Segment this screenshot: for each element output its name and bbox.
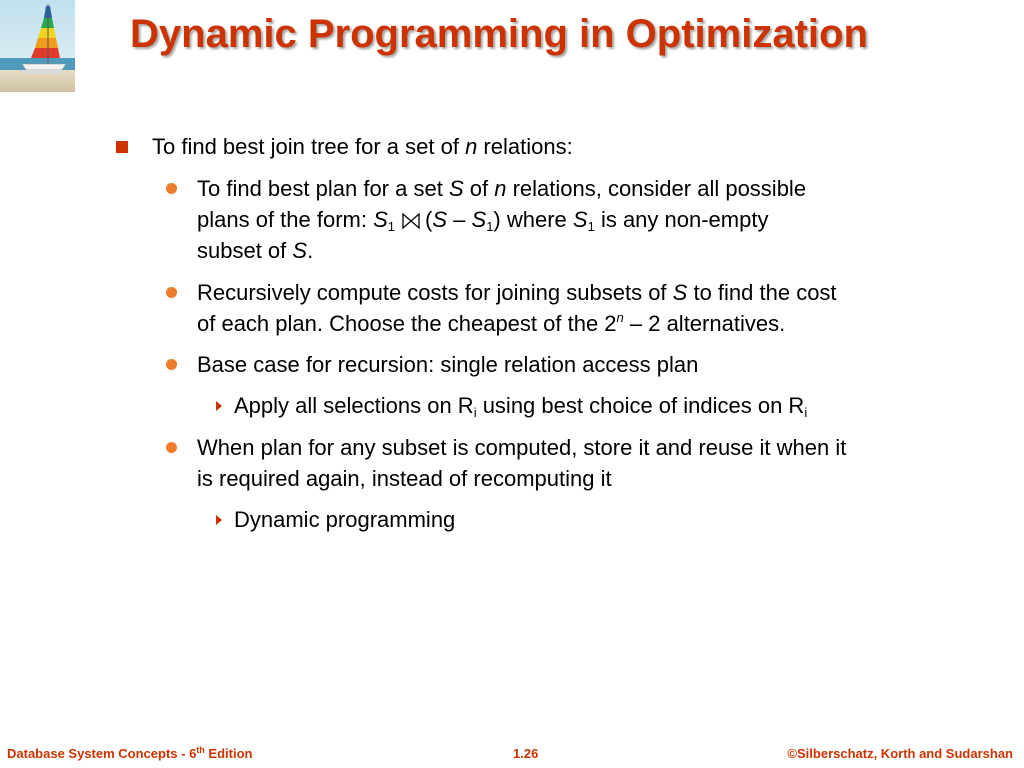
text: using best choice of indices on R [476,393,805,418]
footer-text: Edition [204,746,253,761]
text: relations: [477,134,573,159]
bullet-level2 [197,173,806,204]
bullet-level3 [234,504,455,535]
square-bullet-icon [116,141,128,153]
footer-superscript: th [196,745,205,755]
text: where [500,207,573,232]
text: – 2 alternatives. [623,311,786,336]
bullet-level2-cont [197,235,313,266]
bullet-level2 [197,432,846,463]
copyright-notice: ©Silberschatz, Korth and Sudarshan [787,746,1013,761]
dot-bullet-icon [166,359,177,370]
bullet-level2-cont [197,204,768,238]
bullet-level2-cont [197,308,785,339]
var-S: S [672,280,688,305]
page-number: 1.26 [513,746,539,761]
text: – [447,207,472,232]
bullet-level1 [152,131,573,162]
text: To find best plan for a set [197,176,449,201]
text: Apply all selections on R [234,393,474,418]
join-icon [401,207,421,238]
var-S: S [572,207,588,232]
text: Base case for recursion: single relation access plan [197,352,699,377]
subscript: 1 [486,219,494,234]
subscript: i [473,405,477,420]
subscript: 1 [387,219,396,234]
text: Dynamic programming [234,507,456,532]
dot-bullet-icon [166,287,177,298]
text: Recursively compute costs for joining subsets of [197,280,673,305]
text: to find the cost [687,280,837,305]
var-S: S [448,176,464,201]
text: is required again, instead of recomputing it [197,466,612,491]
var-n: n [465,134,478,159]
text: When plan for any subset is computed, store it and reuse it when it [197,435,847,460]
text: To find best join tree for a set of [152,134,466,159]
footer-book-title [7,746,252,761]
text: of each plan. Choose the cheapest of the 2 [197,311,617,336]
var-S: S [292,238,308,263]
text: subset of [197,238,293,263]
text: ) [493,207,501,232]
text: ( [425,207,433,232]
arrow-bullet-icon [216,401,222,411]
text: relations, consider all possible [506,176,807,201]
dot-bullet-icon [166,442,177,453]
superscript: n [616,310,624,325]
var-S: S [373,207,388,232]
page-title: Dynamic Programming in Optimization [130,12,868,56]
text: is any non-empty [594,207,769,232]
bullet-level2 [197,349,698,380]
arrow-bullet-icon [216,515,222,525]
text: of [463,176,495,201]
subscript: 1 [587,219,595,234]
var-S: S [471,207,487,232]
subscript: i [804,405,808,420]
bullet-level2 [197,277,837,308]
var-n: n [494,176,507,201]
bullet-level3 [234,390,807,421]
bullet-level2-cont [197,463,612,494]
var-S: S [432,207,448,232]
text: . [307,238,314,263]
text: plans of the form: [197,207,374,232]
dot-bullet-icon [166,183,177,194]
footer-text: Database System Concepts - 6 [7,746,197,761]
